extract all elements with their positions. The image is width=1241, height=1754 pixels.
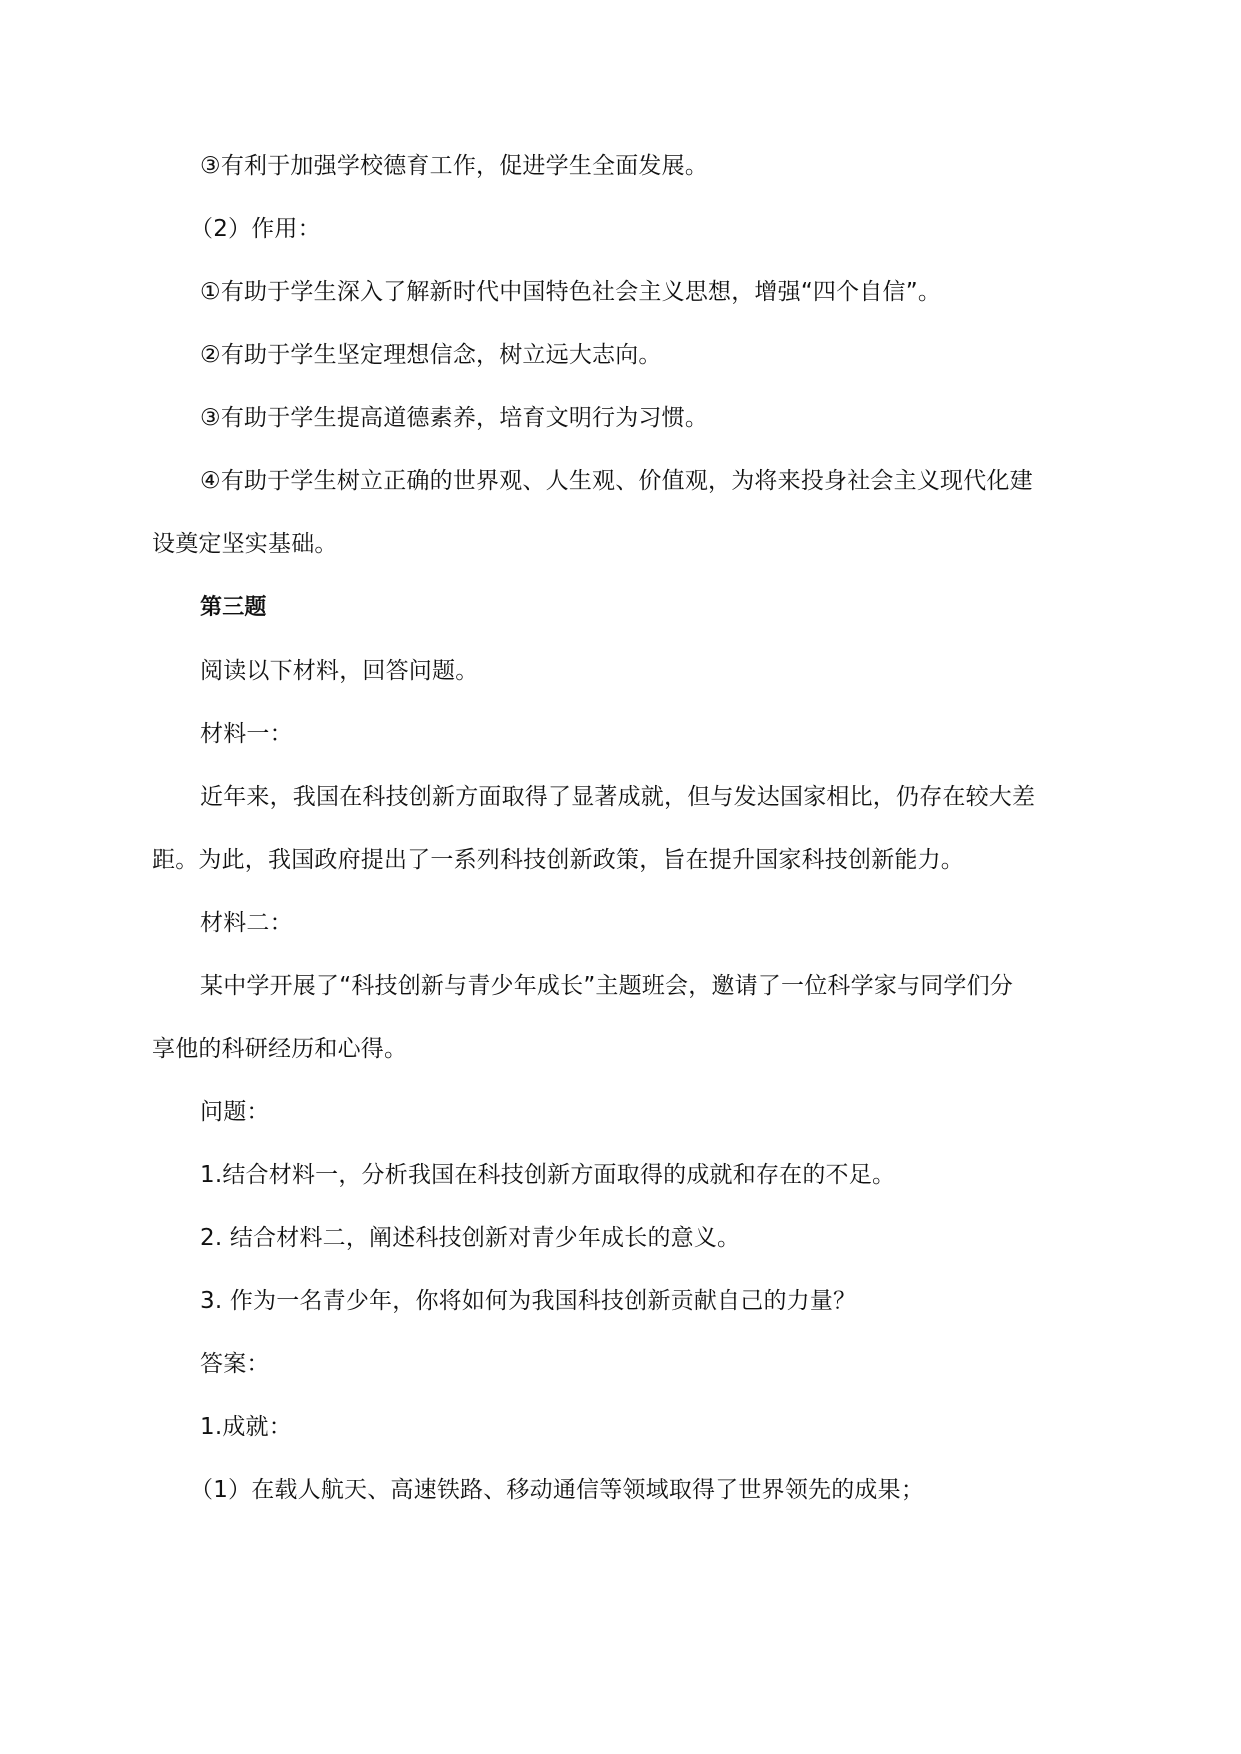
answer-label: 答案： <box>200 1351 270 1377</box>
material-one-label: 材料一： <box>200 721 293 747</box>
role-item-1: ①有助于学生深入了解新时代中国特色社会主义思想，增强“四个自信”。 <box>200 279 942 305</box>
material-two-label: 材料二： <box>200 910 293 936</box>
role-item-4-line-1: ④有助于学生树立正确的世界观、人生观、价值观，为将来投身社会主义现代化建 <box>200 468 1033 494</box>
material-one-line-2: 距。为此，我国政府提出了一系列科技创新政策，旨在提升国家科技创新能力。 <box>152 847 964 873</box>
role-item-4-line-2: 设奠定坚实基础。 <box>152 531 338 557</box>
question-1: 1.结合材料一，分析我国在科技创新方面取得的成就和存在的不足。 <box>200 1162 896 1188</box>
role-item-2: ②有助于学生坚定理想信念，树立远大志向。 <box>200 342 662 368</box>
answer-item-3-school: ③有利于加强学校德育工作，促进学生全面发展。 <box>200 153 709 179</box>
instruction-text: 阅读以下材料，回答问题。 <box>200 658 479 684</box>
achievement-item-1: （1）在载人航天、高速铁路、移动通信等领域取得了世界领先的成果； <box>190 1477 925 1503</box>
material-two-line-1: 某中学开展了“科技创新与青少年成长”主题班会，邀请了一位科学家与同学们分 <box>200 973 1014 999</box>
subheading-role: （2）作用： <box>190 216 321 242</box>
questions-label: 问题： <box>200 1099 270 1125</box>
material-two-line-2: 享他的科研经历和心得。 <box>152 1036 408 1062</box>
question-three-heading: 第三题 <box>200 595 267 620</box>
question-2: 2. 结合材料二，阐述科技创新对青少年成长的意义。 <box>200 1225 741 1251</box>
question-3: 3. 作为一名青少年，你将如何为我国科技创新贡献自己的力量？ <box>200 1288 857 1314</box>
answer-1-heading: 1.成就： <box>200 1414 292 1440</box>
role-item-3: ③有助于学生提高道德素养，培育文明行为习惯。 <box>200 405 709 431</box>
material-one-line-1: 近年来，我国在科技创新方面取得了显著成就，但与发达国家相比，仍存在较大差 <box>200 784 1036 810</box>
